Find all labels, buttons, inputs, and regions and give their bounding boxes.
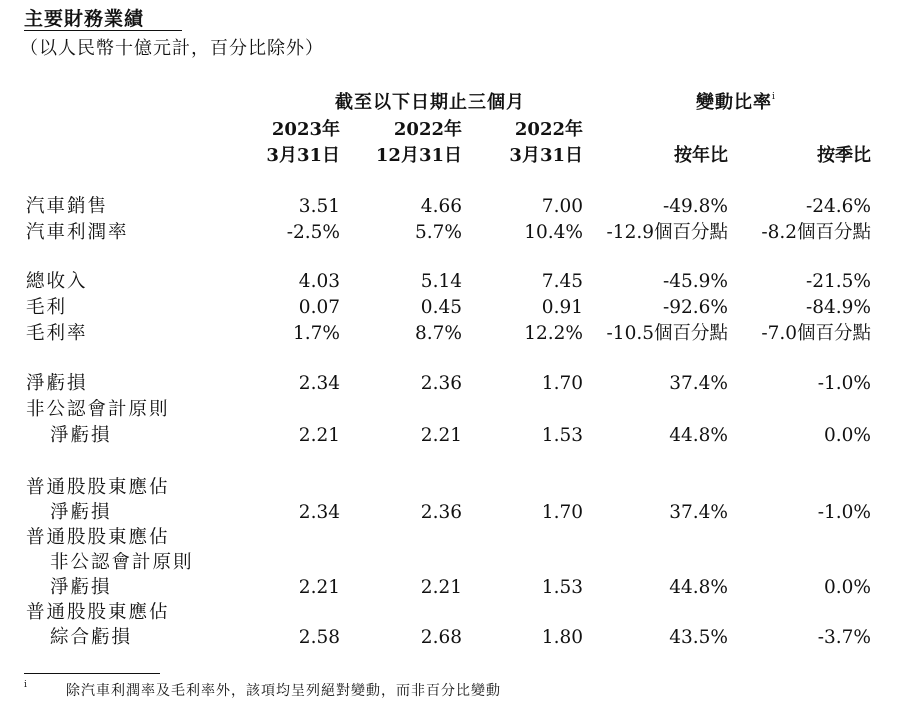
cell-value: 0.91 xyxy=(541,297,583,318)
cell-value: 2.21 xyxy=(298,425,340,446)
cell-value: -3.7% xyxy=(817,627,871,648)
table-row xyxy=(0,500,900,526)
row-label: 汽車銷售 xyxy=(26,196,109,217)
cell-value: 2.34 xyxy=(298,502,340,523)
cell-value: -7.0個百分點 xyxy=(761,323,871,344)
table-row xyxy=(0,475,900,501)
footnote-mark: i xyxy=(24,680,27,690)
cell-value: -24.6% xyxy=(805,196,871,217)
table-row xyxy=(0,321,900,347)
table-row xyxy=(0,525,900,551)
cell-value: 44.8% xyxy=(669,577,728,598)
column-header-date: 3月31日 xyxy=(509,145,583,166)
column-header-year: 2023年 xyxy=(271,119,340,140)
row-label: 淨虧損 xyxy=(26,373,88,394)
cell-value: 1.53 xyxy=(541,577,583,598)
title-underline xyxy=(24,30,182,31)
column-header-year: 2022年 xyxy=(393,119,462,140)
row-label: 非公認會計原則 xyxy=(26,399,170,420)
cell-value: -10.5個百分點 xyxy=(606,323,728,344)
cell-value: 37.4% xyxy=(669,373,728,394)
column-header-qoq: 按季比 xyxy=(817,145,871,166)
cell-value: 8.7% xyxy=(415,323,462,344)
table-row xyxy=(0,423,900,449)
row-label: 普通股股東應佔 xyxy=(26,602,170,623)
cell-value: 1.7% xyxy=(293,323,340,344)
cell-value: 12.2% xyxy=(524,323,583,344)
column-header-yoy: 按年比 xyxy=(674,145,728,166)
cell-value: 0.07 xyxy=(298,297,340,318)
table-row xyxy=(0,600,900,626)
cell-value: 10.4% xyxy=(524,222,583,243)
cell-value: 0.45 xyxy=(420,297,462,318)
cell-value: -84.9% xyxy=(805,297,871,318)
cell-value: 2.36 xyxy=(420,373,462,394)
cell-value: 2.21 xyxy=(420,577,462,598)
row-label: 總收入 xyxy=(26,271,88,292)
cell-value: 2.36 xyxy=(420,502,462,523)
table-row xyxy=(0,194,900,220)
change-group-header xyxy=(676,88,796,114)
table-row xyxy=(0,397,900,423)
footnote-divider xyxy=(24,673,160,674)
cell-value: -1.0% xyxy=(817,373,871,394)
table-row xyxy=(0,220,900,246)
cell-value: -45.9% xyxy=(662,271,728,292)
cell-value: 5.14 xyxy=(420,271,462,292)
cell-value: 0.0% xyxy=(824,425,871,446)
cell-value: 4.03 xyxy=(298,271,340,292)
period-group-header: 截至以下日期止三個月 xyxy=(335,92,525,113)
page-subtitle: （以人民幣十億元計，百分比除外） xyxy=(20,38,324,59)
cell-value: 2.21 xyxy=(298,577,340,598)
row-label: 淨虧損 xyxy=(50,425,112,446)
table-row xyxy=(0,269,900,295)
row-label: 汽車利潤率 xyxy=(26,222,129,243)
cell-value: 1.70 xyxy=(541,373,583,394)
cell-value: 3.51 xyxy=(298,196,340,217)
cell-value: -92.6% xyxy=(662,297,728,318)
cell-value: 2.68 xyxy=(420,627,462,648)
cell-value: 7.45 xyxy=(541,271,583,292)
cell-value: 1.53 xyxy=(541,425,583,446)
cell-value: 2.21 xyxy=(420,425,462,446)
cell-value: 2.58 xyxy=(298,627,340,648)
row-label: 普通股股東應佔 xyxy=(26,527,170,548)
row-label: 淨虧損 xyxy=(50,502,112,523)
cell-value: 1.70 xyxy=(541,502,583,523)
table-row xyxy=(0,295,900,321)
row-label: 綜合虧損 xyxy=(50,627,133,648)
cell-value: 37.4% xyxy=(669,502,728,523)
cell-value: -21.5% xyxy=(805,271,871,292)
column-header-2022-dec xyxy=(340,117,462,169)
cell-value: 44.8% xyxy=(669,425,728,446)
cell-value: 2.34 xyxy=(298,373,340,394)
row-label: 普通股股東應佔 xyxy=(26,477,170,498)
column-header-year: 2022年 xyxy=(514,119,583,140)
footnote-text: 除汽車利潤率及毛利率外，該項均呈列絕對變動，而非百分比變動 xyxy=(66,683,501,699)
table-row xyxy=(0,371,900,397)
column-header-2022-mar xyxy=(462,117,583,169)
cell-value: 0.0% xyxy=(824,577,871,598)
cell-value: 5.7% xyxy=(415,222,462,243)
cell-value: -8.2個百分點 xyxy=(761,222,871,243)
column-header-date: 12月31日 xyxy=(375,145,462,166)
column-header-2023-mar xyxy=(210,117,340,169)
footnote-marker: i xyxy=(772,92,776,102)
cell-value: 43.5% xyxy=(669,627,728,648)
row-label: 淨虧損 xyxy=(50,577,112,598)
cell-value: -12.9個百分點 xyxy=(606,222,728,243)
row-label: 非公認會計原則 xyxy=(50,552,194,573)
table-row xyxy=(0,550,900,576)
cell-value: 4.66 xyxy=(420,196,462,217)
cell-value: 1.80 xyxy=(541,627,583,648)
page-title: 主要財務業績 xyxy=(24,8,145,30)
cell-value: -2.5% xyxy=(286,222,340,243)
column-header-date: 3月31日 xyxy=(266,145,340,166)
row-label: 毛利 xyxy=(26,297,68,318)
row-label: 毛利率 xyxy=(26,323,88,344)
change-group-label: 變動比率 xyxy=(696,92,773,113)
cell-value: 7.00 xyxy=(541,196,583,217)
table-row xyxy=(0,625,900,651)
cell-value: -49.8% xyxy=(662,196,728,217)
table-row xyxy=(0,575,900,601)
cell-value: -1.0% xyxy=(817,502,871,523)
